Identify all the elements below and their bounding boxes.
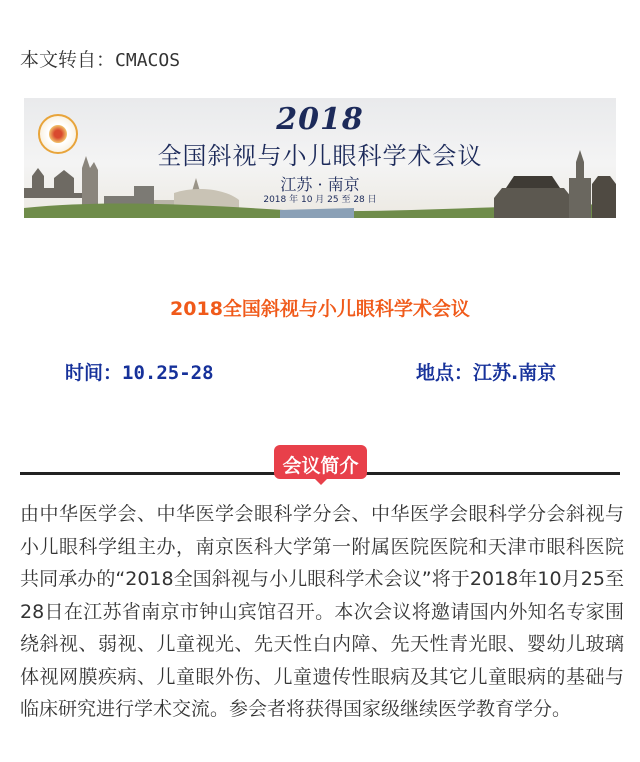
section-heading-tag	[274, 445, 367, 485]
time-info	[65, 358, 214, 385]
source-value: CMACOS	[115, 50, 181, 71]
conference-banner	[24, 98, 616, 218]
section-heading: 会议简介	[282, 455, 359, 477]
banner-city: 江苏 · 南京	[280, 175, 360, 194]
place-label: 地点：	[416, 362, 474, 384]
banner-date: 2018 年 10 月 25 至 28 日	[263, 195, 377, 205]
time-label: 时间：	[65, 362, 123, 384]
banner-year: 2018	[276, 102, 364, 137]
source-label: 本文转自：	[20, 49, 116, 71]
place-info	[416, 358, 556, 385]
source-line	[20, 45, 180, 72]
banner-title: 全国斜视与小儿眼科学术会议	[157, 142, 483, 170]
place-value: 江苏.南京	[473, 362, 557, 384]
city-skyline-illustration	[24, 148, 616, 218]
time-value: 10.25-28	[122, 362, 214, 384]
intro-paragraph: 由中华医学会、中华医学会眼科学分会、中华医学会眼科学分会斜视与小儿眼科学组主办，南京医科大学第一附属医院医院和天津市眼科医院共同承办的“2018全国斜视与小儿眼科学术会议”将于2018年10月25至28日在江苏省南京市钟山宾馆召开。本次会议将邀请国内外知名专家围绕斜视、弱视、儿童视光、先天性白内障、先天性青光眼、婴幼儿玻璃体视网膜疾病、儿童眼外伤、儿童遗传性眼病及其它儿童眼病的基础与临床研究进行学术交流。参会者将获得国家级继续医学教育学分。	[20, 503, 624, 720]
conference-title: 2018全国斜视与小儿眼科学术会议	[170, 298, 470, 320]
